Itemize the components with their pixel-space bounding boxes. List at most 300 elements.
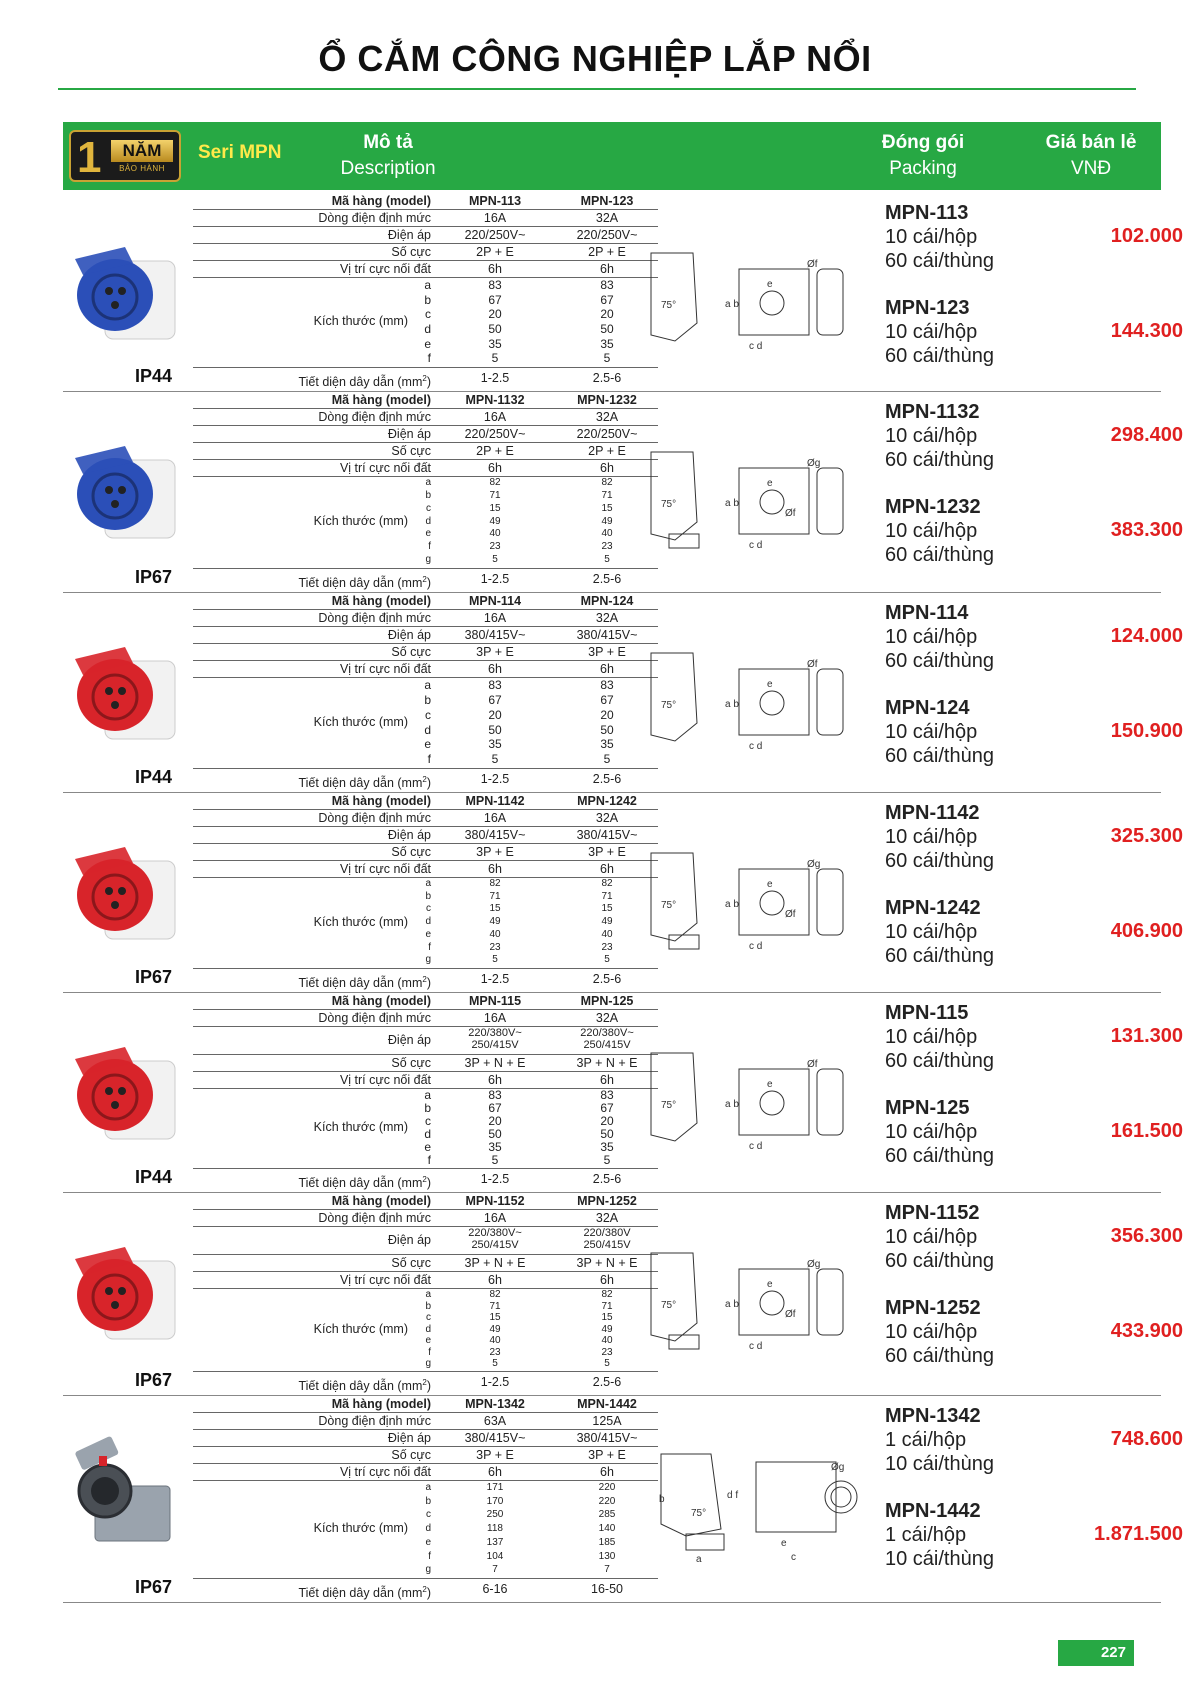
spec-current-value-1: 16A xyxy=(483,1011,507,1025)
spec-earth-value-1: 6h xyxy=(488,1465,502,1479)
svg-text:c d: c d xyxy=(749,540,763,551)
dim-value-1: 71 xyxy=(489,489,501,501)
spec-poles-value-1: 3P + E xyxy=(476,645,514,659)
wire-label-text: Tiết diện dây dẫn (mm xyxy=(298,776,423,791)
spec-voltage-value-2: 220/380V~ 250/415V xyxy=(580,1027,634,1051)
dim-value-1: 23 xyxy=(489,541,501,553)
dim-value-2: 35 xyxy=(600,336,614,351)
packing-carton: 60 cái/thùng xyxy=(885,1345,994,1367)
spec-earth-label: Vị trí cực nối đất xyxy=(339,461,431,475)
spec-current xyxy=(193,1010,658,1027)
dim-letter: f xyxy=(428,1550,431,1562)
packing-carton: 10 cái/thùng xyxy=(885,1548,994,1570)
dim-letter: c xyxy=(425,707,431,722)
spec-wire-value-2: 2.5-6 xyxy=(592,371,622,385)
spec-poles-label: Số cực xyxy=(391,245,431,259)
spec-earth xyxy=(193,1272,658,1289)
packing-model: MPN-1142 xyxy=(885,802,980,824)
spec-current xyxy=(193,810,658,827)
spec-poles xyxy=(193,1447,658,1464)
packing-model: MPN-1252 xyxy=(885,1297,981,1319)
dim-value-1: 137 xyxy=(486,1536,504,1548)
dim-value-1: 82 xyxy=(489,477,501,488)
dim-label: Kích thước (mm) xyxy=(313,1521,408,1535)
wire-label-text: Tiết diện dây dẫn (mm xyxy=(298,375,423,390)
dim-value-1: 15 xyxy=(489,502,501,514)
product-photo xyxy=(65,233,180,348)
dim-letter: d xyxy=(425,515,431,527)
badge-text: NĂM xyxy=(111,140,173,162)
spec-model-label: Mã hàng (model) xyxy=(331,393,431,407)
spec-model-label: Mã hàng (model) xyxy=(331,794,431,808)
svg-text:c: c xyxy=(791,1552,796,1563)
price-value: 102.000 xyxy=(1110,225,1183,247)
dim-value-1: 82 xyxy=(489,1289,501,1300)
dim-letter: a xyxy=(424,1088,431,1102)
spec-model-label: Mã hàng (model) xyxy=(331,1397,431,1411)
header-description-en: Description xyxy=(340,158,436,179)
dim-value-1: 5 xyxy=(492,554,498,566)
ip-rating: IP44 xyxy=(135,366,173,386)
dim-value-2: 40 xyxy=(601,528,613,540)
dim-value-2: 7 xyxy=(604,1564,610,1576)
spec-earth-value-1: 6h xyxy=(488,662,502,676)
dim-value-1: 82 xyxy=(489,878,501,889)
spec-current-label: Dòng điện định mức xyxy=(318,811,431,825)
dim-letter: f xyxy=(427,1153,431,1167)
spec-model-label: Mã hàng (model) xyxy=(331,594,431,608)
dim-letter: g xyxy=(425,1358,431,1370)
dim-letter: a xyxy=(424,278,431,292)
dim-value-2: 82 xyxy=(601,1289,613,1300)
spec-poles-value-1: 3P + N + E xyxy=(464,1056,526,1070)
spec-voltage-value-2: 380/415V~ xyxy=(576,828,638,842)
dim-letter: b xyxy=(425,489,431,501)
packing-carton: 60 cái/thùng xyxy=(885,544,994,566)
dim-value-2: 49 xyxy=(601,515,613,527)
dimension-drawing xyxy=(631,1424,861,1564)
spec-current-value-2: 32A xyxy=(595,811,619,825)
dim-value-2: 40 xyxy=(601,928,613,940)
spec-poles-value-2: 3P + E xyxy=(588,645,626,659)
wire-label-text: Tiết diện dây dẫn (mm xyxy=(298,976,423,991)
spec-wire xyxy=(193,571,658,591)
dim-value-2: 50 xyxy=(600,1127,614,1141)
svg-text:75°: 75° xyxy=(661,700,677,711)
dim-letter: b xyxy=(425,890,431,902)
spec-poles-value-2: 3P + N + E xyxy=(576,1056,638,1070)
spec-wire-value-2: 2.5-6 xyxy=(592,1375,622,1389)
dim-value-1: 71 xyxy=(489,890,501,902)
spec-current-value-2: 32A xyxy=(595,611,619,625)
dim-letter: f xyxy=(427,752,431,767)
dim-value-1: 49 xyxy=(489,515,501,527)
dimension-drawing xyxy=(631,1223,861,1363)
dim-value-2: 71 xyxy=(601,890,613,902)
spec-earth xyxy=(193,460,658,477)
spec-earth-value-2: 6h xyxy=(600,1273,614,1287)
dim-letter: b xyxy=(424,292,431,307)
dim-value-1: 83 xyxy=(488,678,502,692)
spec-model xyxy=(193,993,658,1010)
svg-text:c d: c d xyxy=(749,1341,763,1352)
ip-rating: IP67 xyxy=(135,567,173,587)
spec-earth-value-2: 6h xyxy=(600,862,614,876)
dim-value-1: 15 xyxy=(489,1312,501,1324)
spec-wire xyxy=(193,1374,658,1394)
spec-voltage xyxy=(193,1227,658,1255)
spec-earth-label: Vị trí cực nối đất xyxy=(339,1465,431,1479)
dim-value-1: 20 xyxy=(488,307,502,322)
dim-value-1: 50 xyxy=(488,322,502,336)
packing-box: 10 cái/hộp xyxy=(885,226,978,248)
spec-model-value-1: MPN-114 xyxy=(468,594,522,608)
dim-value-2: 20 xyxy=(600,707,614,722)
packing-model: MPN-1242 xyxy=(885,897,981,919)
spec-voltage-value-2: 220/380V 250/415V xyxy=(583,1227,631,1251)
spec-wire-label xyxy=(193,1171,431,1192)
spec-model-value-1: MPN-1342 xyxy=(465,1397,525,1411)
dim-value-1: 49 xyxy=(489,1323,501,1335)
dim-letter: e xyxy=(424,1140,431,1154)
price-value: 325.300 xyxy=(1110,825,1183,847)
ip-rating: IP44 xyxy=(135,767,173,787)
svg-text:e: e xyxy=(767,279,773,290)
dim-value-1: 49 xyxy=(489,916,501,928)
spec-earth-value-2: 6h xyxy=(600,262,614,276)
product-row xyxy=(63,993,1183,1193)
dim-label: Kích thước (mm) xyxy=(313,914,408,929)
wire-label-text: Tiết diện dây dẫn (mm xyxy=(298,1379,423,1394)
price-value: 433.900 xyxy=(1110,1320,1183,1342)
header-description xyxy=(308,130,468,182)
spec-poles-value-2: 3P + N + E xyxy=(576,1256,638,1270)
dim-value-2: 71 xyxy=(601,1300,613,1312)
spec-earth-label: Vị trí cực nối đất xyxy=(339,1073,431,1087)
dim-value-2: 82 xyxy=(601,878,613,889)
product-photo xyxy=(65,432,180,547)
spec-poles xyxy=(193,844,658,861)
packing-model: MPN-125 xyxy=(885,1097,970,1119)
spec-poles-value-1: 2P + E xyxy=(476,444,514,458)
spec-voltage-label: Điện áp xyxy=(387,1233,431,1247)
spec-earth xyxy=(193,861,658,878)
spec-current-value-1: 16A xyxy=(483,1211,507,1225)
spec-wire xyxy=(193,771,658,791)
svg-text:Øg: Øg xyxy=(807,1259,821,1270)
dim-letter: d xyxy=(424,1127,431,1141)
dim-value-2: 185 xyxy=(598,1536,616,1548)
dim-label: Kích thước (mm) xyxy=(313,514,408,528)
spec-model-value-2: MPN-1242 xyxy=(577,794,637,808)
spec-wire xyxy=(193,1581,658,1601)
wire-label-sup: 2 xyxy=(422,575,427,584)
dim-letter: c xyxy=(425,1114,431,1128)
svg-text:Øg: Øg xyxy=(831,1462,845,1473)
dim-value-2: 220 xyxy=(598,1482,616,1493)
spec-wire-label xyxy=(193,571,431,592)
spec-table xyxy=(193,392,658,593)
dim-letter: g xyxy=(425,954,431,966)
spec-voltage-value-2: 380/415V~ xyxy=(576,628,638,642)
product-photo xyxy=(65,1436,180,1551)
spec-model-value-2: MPN-125 xyxy=(580,994,634,1008)
spec-poles-value-2: 3P + E xyxy=(588,845,626,859)
dim-value-1: 40 xyxy=(489,528,501,540)
dim-value-1: 50 xyxy=(488,1127,502,1141)
spec-current xyxy=(193,409,658,426)
dim-label: Kích thước (mm) xyxy=(313,714,408,729)
wire-label-text: Tiết diện dây dẫn (mm xyxy=(298,1176,423,1191)
spec-wire xyxy=(193,370,658,390)
spec-table xyxy=(193,993,658,1193)
dim-letter: c xyxy=(425,307,431,322)
dim-value-1: 5 xyxy=(492,1358,498,1370)
dim-value-2: 49 xyxy=(601,916,613,928)
spec-voltage-value-1: 220/380V~ 250/415V xyxy=(468,1027,522,1051)
spec-wire-label xyxy=(193,1374,431,1395)
row-divider xyxy=(193,968,658,969)
spec-voltage xyxy=(193,1027,658,1055)
packing-carton: 60 cái/thùng xyxy=(885,1145,994,1167)
header-price-en: VNĐ xyxy=(1070,158,1112,179)
wire-label-suffix: ) xyxy=(426,576,431,591)
packing-carton: 60 cái/thùng xyxy=(885,850,994,872)
spec-wire-value-1: 1-2.5 xyxy=(480,1375,510,1389)
spec-poles xyxy=(193,443,658,460)
row-divider xyxy=(193,1168,658,1169)
spec-earth-value-1: 6h xyxy=(488,862,502,876)
dim-label: Kích thước (mm) xyxy=(313,1120,408,1134)
ip-rating: IP67 xyxy=(135,967,173,987)
packing-box: 10 cái/hộp xyxy=(885,826,978,848)
dim-label: Kích thước (mm) xyxy=(313,1321,408,1336)
dim-value-1: 67 xyxy=(488,692,502,707)
dim-value-2: 5 xyxy=(603,1153,611,1167)
spec-model-value-2: MPN-1232 xyxy=(577,393,637,407)
dim-letter: f xyxy=(428,541,431,553)
wire-label-sup: 2 xyxy=(422,1585,427,1594)
spec-earth-value-1: 6h xyxy=(488,1073,502,1087)
packing-model: MPN-114 xyxy=(885,602,969,624)
dim-value-2: 5 xyxy=(603,752,611,767)
product-row xyxy=(63,193,1183,392)
price-value: 383.300 xyxy=(1110,519,1183,541)
spec-table xyxy=(193,793,658,993)
price-value: 748.600 xyxy=(1110,1428,1183,1450)
dim-value-1: 35 xyxy=(488,336,502,351)
spec-table xyxy=(193,593,658,793)
dim-value-1: 5 xyxy=(491,351,499,366)
dim-value-2: 67 xyxy=(600,292,614,307)
dim-letter: a xyxy=(424,678,431,692)
spec-model xyxy=(193,392,658,409)
svg-text:a b: a b xyxy=(725,1299,739,1310)
spec-wire-label xyxy=(193,971,431,992)
spec-earth-value-2: 6h xyxy=(600,1465,614,1479)
dim-value-1: 5 xyxy=(491,1153,499,1167)
packing-carton: 60 cái/thùng xyxy=(885,1250,994,1272)
spec-earth xyxy=(193,1072,658,1089)
dim-letter: c xyxy=(426,502,431,514)
dim-value-2: 130 xyxy=(598,1550,616,1562)
spec-voltage xyxy=(193,827,658,844)
dim-value-1: 40 xyxy=(489,1335,501,1347)
product-row xyxy=(63,392,1183,593)
dim-letter: e xyxy=(424,737,431,752)
spec-poles-label: Số cực xyxy=(391,1056,431,1070)
packing-model: MPN-115 xyxy=(885,1002,969,1024)
wire-label-sup: 2 xyxy=(422,1378,427,1387)
spec-model-label: Mã hàng (model) xyxy=(331,994,431,1008)
price-value: 356.300 xyxy=(1110,1225,1183,1247)
dim-value-2: 285 xyxy=(598,1509,616,1521)
spec-wire-value-1: 1-2.5 xyxy=(480,1172,510,1186)
spec-earth-value-1: 6h xyxy=(488,1273,502,1287)
dim-letter: a xyxy=(425,1482,431,1493)
dim-letter: e xyxy=(425,928,431,940)
spec-earth xyxy=(193,261,658,278)
dim-letter: e xyxy=(425,1536,431,1548)
spec-table xyxy=(193,1193,658,1396)
spec-wire-value-2: 2.5-6 xyxy=(592,572,622,586)
dim-value-1: 23 xyxy=(489,941,501,953)
spec-voltage-value-2: 220/250V~ xyxy=(576,228,638,242)
dim-letter: g xyxy=(425,554,431,566)
packing-box: 10 cái/hộp xyxy=(885,721,978,743)
svg-text:Øf: Øf xyxy=(785,909,796,920)
packing-carton: 60 cái/thùng xyxy=(885,345,994,367)
svg-text:c d: c d xyxy=(749,341,763,352)
dim-label: Kích thước (mm) xyxy=(313,314,408,328)
dim-value-2: 35 xyxy=(600,737,614,752)
dim-value-2: 82 xyxy=(601,477,613,488)
dim-value-1: 171 xyxy=(486,1482,504,1493)
product-photo xyxy=(65,833,180,948)
price-value: 150.900 xyxy=(1110,720,1183,742)
header-description-vi: Mô tả xyxy=(363,132,413,153)
dim-value-2: 83 xyxy=(600,1088,614,1102)
spec-earth-value-1: 6h xyxy=(488,461,502,475)
dim-value-1: 5 xyxy=(491,752,499,767)
spec-wire-value-2: 2.5-6 xyxy=(592,972,622,986)
spec-voltage-value-2: 380/415V~ xyxy=(576,1431,638,1445)
spec-model-value-2: MPN-1252 xyxy=(577,1194,637,1208)
spec-current xyxy=(193,1210,658,1227)
dim-letter: c xyxy=(426,1509,431,1521)
svg-text:e: e xyxy=(767,879,773,890)
dim-letter: d xyxy=(425,916,431,928)
dim-letter: e xyxy=(425,528,431,540)
spec-voltage-label: Điện áp xyxy=(387,1033,431,1047)
spec-voltage-value-1: 380/415V~ xyxy=(464,628,526,642)
spec-earth-value-2: 6h xyxy=(600,461,614,475)
spec-poles-label: Số cực xyxy=(391,1256,431,1270)
dim-value-1: 83 xyxy=(488,278,502,292)
spec-voltage xyxy=(193,627,658,644)
svg-text:e: e xyxy=(767,679,773,690)
product-divider xyxy=(63,1602,1161,1603)
dim-value-1: 20 xyxy=(488,707,502,722)
spec-earth xyxy=(193,661,658,678)
wire-label-sup: 2 xyxy=(422,374,427,383)
dim-letter: e xyxy=(424,336,431,351)
page-title: Ổ CẮM CÔNG NGHIỆP LẮP NỔI xyxy=(318,38,872,79)
dim-letter: f xyxy=(427,351,431,366)
packing-carton: 60 cái/thùng xyxy=(885,250,994,272)
wire-label-sup: 2 xyxy=(422,975,427,984)
spec-wire-value-2: 16-50 xyxy=(591,1582,623,1596)
dimension-drawing xyxy=(631,422,861,562)
spec-model xyxy=(193,1396,658,1413)
dim-letter: g xyxy=(425,1564,431,1576)
packing-carton: 60 cái/thùng xyxy=(885,745,994,767)
price-value: 298.400 xyxy=(1110,424,1183,446)
spec-wire-value-1: 1-2.5 xyxy=(480,772,510,786)
spec-voltage-label: Điện áp xyxy=(387,628,431,642)
product-row xyxy=(63,593,1183,793)
dim-value-1: 15 xyxy=(489,903,501,915)
wire-label-suffix: ) xyxy=(426,375,431,390)
spec-earth xyxy=(193,1464,658,1481)
spec-voltage-label: Điện áp xyxy=(387,1431,431,1445)
wire-label-suffix: ) xyxy=(426,1586,431,1601)
packing-carton: 60 cái/thùng xyxy=(885,1050,994,1072)
spec-earth-label: Vị trí cực nối đất xyxy=(339,1273,431,1287)
wire-label-text: Tiết diện dây dẫn (mm xyxy=(298,576,423,591)
svg-text:e: e xyxy=(767,1079,773,1090)
dim-value-2: 5 xyxy=(604,1358,610,1370)
spec-poles-value-2: 2P + E xyxy=(588,444,626,458)
spec-model-value-1: MPN-115 xyxy=(468,994,522,1008)
spec-model xyxy=(193,1193,658,1210)
price-value: 406.900 xyxy=(1110,920,1183,942)
dim-value-2: 23 xyxy=(601,541,613,553)
dim-letter: b xyxy=(424,1101,431,1115)
wire-label-suffix: ) xyxy=(426,1379,431,1394)
header-packing-vi: Đóng gói xyxy=(881,132,965,153)
packing-carton: 60 cái/thùng xyxy=(885,945,994,967)
product-row xyxy=(63,793,1183,993)
dim-value-2: 20 xyxy=(600,1114,614,1128)
spec-wire-label xyxy=(193,370,431,391)
spec-model-value-2: MPN-123 xyxy=(580,194,634,208)
spec-current-label: Dòng điện định mức xyxy=(318,1011,431,1025)
wire-label-suffix: ) xyxy=(426,776,431,791)
spec-current-value-1: 16A xyxy=(483,211,507,225)
price-value: 131.300 xyxy=(1110,1025,1183,1047)
svg-text:Øf: Øf xyxy=(807,1059,818,1070)
row-divider xyxy=(193,1371,658,1372)
dim-value-2: 67 xyxy=(600,692,614,707)
ip-rating: IP67 xyxy=(135,1370,173,1390)
spec-current xyxy=(193,610,658,627)
svg-text:75°: 75° xyxy=(661,900,677,911)
dim-letter: b xyxy=(424,692,431,707)
table-header xyxy=(63,122,1161,190)
dimension-drawing xyxy=(631,223,861,363)
spec-model-value-1: MPN-1142 xyxy=(465,794,525,808)
series-label: Seri MPN xyxy=(198,142,282,163)
packing-model: MPN-1152 xyxy=(885,1202,980,1224)
packing-box: 1 cái/hộp xyxy=(885,1429,967,1451)
packing-box: 1 cái/hộp xyxy=(885,1524,967,1546)
packing-model: MPN-113 xyxy=(885,202,969,224)
svg-text:c d: c d xyxy=(749,941,763,952)
row-divider xyxy=(193,367,658,368)
svg-text:75°: 75° xyxy=(661,1100,677,1111)
spec-model-value-1: MPN-1132 xyxy=(465,393,525,407)
